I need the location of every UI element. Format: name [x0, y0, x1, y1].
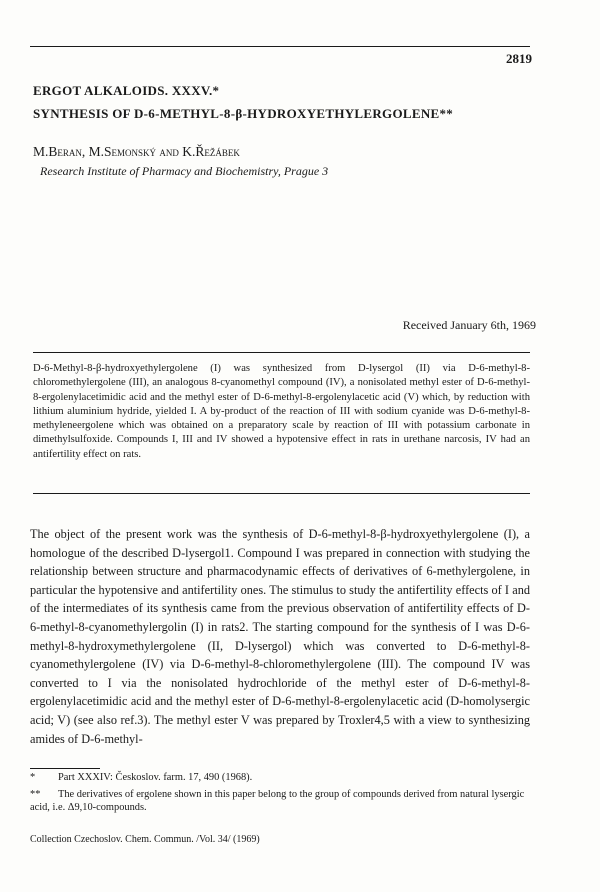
footnote-mark: *: [30, 772, 36, 783]
footnote-text: The derivatives of ergolene shown in this paper belong to the group of compounds derived from natural lysergic acid, i.e. Δ9,10-compounds.: [30, 789, 525, 813]
received-date: Received January 6th, 1969: [402, 318, 536, 332]
series-title: ERGOT ALKALOIDS. XXXV.*: [33, 83, 220, 98]
authors: M.Beran, M.Semonský and K.Řežábek: [33, 144, 240, 159]
abstract-rule-top: [33, 352, 530, 353]
footnote: [30, 771, 530, 784]
footnote-mark: **: [30, 789, 41, 800]
header-rule: [30, 46, 530, 47]
abstract-rule-bottom: [33, 493, 530, 494]
article-title: SYNTHESIS OF D-6-METHYL-8-β-HYDROXYETHYLERGOLENE**: [33, 106, 454, 121]
page-number: 2819: [506, 51, 532, 66]
affiliation: Research Institute of Pharmacy and Biochemistry, Prague 3: [40, 164, 329, 178]
abstract: D-6-Methyl-8-β-hydroxyethylergolene (I) was synthesized from D-lysergol (II) via D-6-methyl-8-chloromethylergolene (III), an analogous 8-cyanomethyl compound (IV), a nonisolated methyl ester of D-6-methyl-8-ergolenylacetimidic acid and the methyl ester of D-6-methyl-8-ergolenylacetic acid (V) which, by reduction with lithium aluminium hydride, yielded I. A by-product of the reaction of III with sodium cyanide was D-6-methyl-8-methyleneergolene which was obtained on a preparatory scale by reaction of III with potassium carbonate in dimethylsulfoxide. Compounds I, III and IV showed a hypotensive effect in rats in urethane narcosis, IV had an antifertility effect on rats.: [33, 363, 530, 460]
journal-footer: Collection Czechoslov. Chem. Commun. /Vol. 34/ (1969): [30, 834, 260, 845]
footnote-rule: [30, 768, 100, 769]
body-paragraph: The object of the present work was the synthesis of D-6-methyl-8-β-hydroxyethylergolene (I), a homologue of the described D-lysergol1. Compound I was prepared in connection with studying the relationship between structure and pharmacodynamic effects of derivatives of 6-methylergolene, in particular the hypotensive and antifertility ones. The stimulus to study the antifertility effects of I and of the intermediates of its synthesis came from the previous observation of antifertility effects of D-6-methyl-8-cyanomethylergolin (I) in rats2. The starting compound for the synthesis of I was D-6-methyl-8-hydroxymethylergolene (II, D-lysergol) which was converted to D-6-methyl-8-cyanomethylergolene (IV) via D-6-methyl-8-chloromethylergolene (III). The compound IV was converted to I via the nonisolated hydrochloride of the methyl ester of D-6-methyl-8-ergolenylacetimidic acid and the methyl ester of D-6-methyl-8-ergolenylacetic acid (D-homolysergic acid; V) (see also ref.3). The methyl ester V was prepared by Troxler4,5 with a view to synthesizing amides of D-6-methyl-: [30, 527, 530, 746]
footnote: [30, 788, 530, 814]
footnote-text: Part XXXIV: Českoslov. farm. 17, 490 (1968).: [58, 772, 253, 783]
